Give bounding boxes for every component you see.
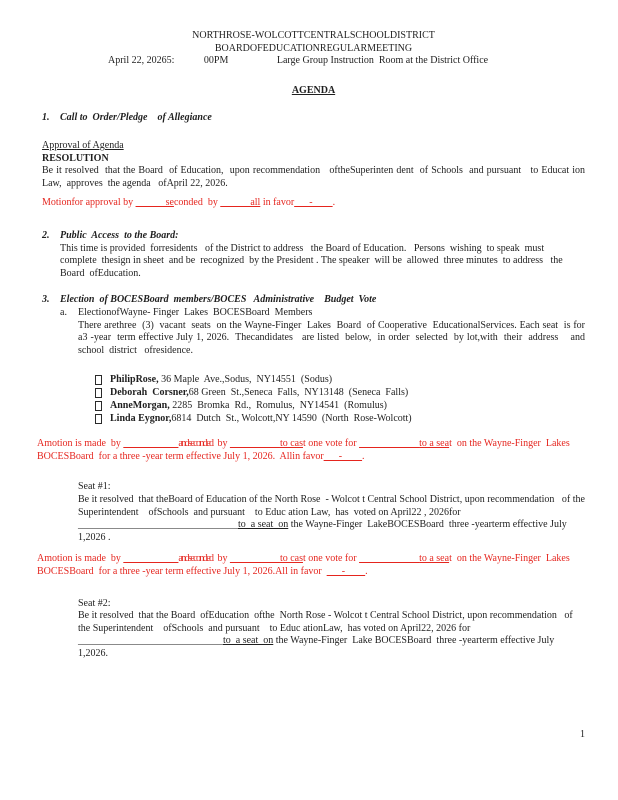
candidate-address: 6814 Dutch St., Wolcott,NY 14590 (North Rose-Wolcott) bbox=[171, 413, 412, 425]
seat-blank-line: _____________________________ bbox=[78, 635, 223, 647]
motion-underlined-text: to a sea bbox=[419, 553, 450, 565]
approval-heading: Approval of Agenda bbox=[42, 139, 124, 151]
page-number bbox=[42, 729, 585, 742]
candidate-name: Linda Eygnor, bbox=[110, 413, 172, 425]
item-2-number: 2. bbox=[42, 229, 50, 241]
motion-blank: ___-____ bbox=[294, 197, 333, 209]
seat-2-heading: Seat #2: bbox=[78, 597, 111, 609]
item-3a-title: ElectionofWayne- Finger Lakes BOCESBoard Members bbox=[78, 306, 313, 318]
candidate-address: 36 Maple Ave.,Sodus, NY14551 (Sodus) bbox=[158, 374, 333, 386]
motion-blank: ____________ bbox=[359, 553, 420, 565]
motion-underlined-text: to cas bbox=[279, 438, 303, 450]
candidate-address: 68 Green St.,Seneca Falls, NY13148 (Seneca Falls) bbox=[188, 387, 409, 399]
item-1-title: Call to Order/Pledge of Allegiance bbox=[60, 112, 212, 124]
missing-glyph-bullet-icon bbox=[95, 414, 102, 424]
motion-garbled-text: andseconded bbox=[178, 553, 213, 565]
candidate-name: AnneMorgan, bbox=[110, 400, 170, 412]
seat-body-text: the Wayne-Finger Lake BOCESBoard three -yearterm effective July 1,2026. bbox=[78, 635, 557, 659]
motion-text: conded by bbox=[173, 197, 221, 209]
motion-garbled-text: andseconded bbox=[178, 438, 213, 450]
candidate-row bbox=[60, 412, 585, 425]
motion-text: by bbox=[212, 438, 230, 450]
candidate-name: PhilipRose, bbox=[110, 374, 159, 386]
item-3a-label: a. bbox=[60, 306, 67, 318]
motion-text: t one vote for bbox=[302, 553, 360, 565]
agenda-item-1 bbox=[42, 112, 585, 125]
motion-boces-vote-2 bbox=[37, 553, 585, 578]
item-3a-body: There arethree (3) vacant seats on the Wayne-Finger Lakes Board of Cooperative EducationalServices. Each seat is for a3 -year term effective July 1, 2026. Thecandidates are listed below, in order selected by lot,with their address and school district ofresidence. bbox=[78, 319, 590, 356]
seat-blank-line: ________________________________ bbox=[78, 519, 238, 531]
seat-underlined-text: to a seat on bbox=[238, 519, 289, 531]
district-title-text: NORTHROSE-WOLCOTTCENTRALSCHOOLDISTRICT bbox=[192, 30, 435, 41]
seat-body-text: Be it resolved that the Board ofEducation ofthe North Rose - Wolcot t Central School District, upon recommendation of the Superintendent ofSchools and pursuant to Educ ationLaw, has voted on April22, 2026 for bbox=[78, 610, 576, 634]
missing-glyph-bullet-icon bbox=[95, 401, 102, 411]
approval-of-agenda-section bbox=[42, 139, 588, 190]
resolution-label: RESOLUTION bbox=[42, 152, 109, 164]
candidate-name: Deborah Corsner, bbox=[110, 387, 189, 399]
motion-blank: __________ bbox=[229, 438, 280, 450]
motion-text: t on the Wayne-Finger Lakes BOCESBoard for a three -year term effective July 1, 2026. Allin favor bbox=[37, 438, 575, 462]
meeting-title-text: BOARDOFEDUCATIONREGULARMEETING bbox=[214, 42, 413, 54]
motion-text: . bbox=[362, 450, 365, 462]
agenda-heading bbox=[42, 85, 585, 98]
meeting-time: 00PM bbox=[203, 55, 229, 67]
agenda-item-2 bbox=[42, 230, 585, 280]
item-2-title: Public Access to the Board: bbox=[60, 229, 179, 241]
motion-text: . bbox=[332, 197, 336, 209]
agenda-heading-text: AGENDA bbox=[291, 84, 336, 96]
meeting-date: April 22, 20265: bbox=[108, 55, 175, 67]
candidate-address: 2285 Bromka Rd., Romulus, NY14541 (Romulus) bbox=[169, 400, 387, 412]
motion-text: Motionfor approval by bbox=[42, 197, 136, 209]
seat-2-section bbox=[78, 598, 585, 661]
seat-1-body bbox=[78, 494, 588, 544]
item-3-number: 3. bbox=[42, 294, 50, 306]
page-number-text: 1 bbox=[580, 728, 585, 740]
motion-blank: __________ bbox=[229, 553, 280, 565]
motion-text: in favor bbox=[260, 197, 295, 209]
meeting-info-row bbox=[108, 55, 585, 68]
motion-text: . bbox=[365, 566, 368, 578]
meeting-title bbox=[42, 43, 585, 56]
motion-text: t on the Wayne-Finger Lakes BOCESBoard for a three -year term effective July 1, 2026.All in favor bbox=[37, 553, 575, 578]
motion-blank: ____________ bbox=[359, 438, 420, 450]
motion-blank: ___________ bbox=[123, 438, 179, 450]
missing-glyph-bullet-icon bbox=[95, 375, 102, 385]
motion-boces-vote-1 bbox=[37, 438, 585, 463]
item-3-title: Election of BOCESBoard members/BOCES Administrative Budget Vote bbox=[60, 294, 377, 306]
seat-underlined-text: to a seat on bbox=[223, 635, 274, 647]
seat-1-heading: Seat #1: bbox=[78, 481, 111, 493]
candidate-row bbox=[60, 399, 585, 412]
motion-blank: ______all bbox=[220, 197, 261, 209]
motion-text: t one vote for bbox=[302, 438, 360, 450]
motion-blank: ___________ bbox=[123, 553, 179, 565]
motion-approval-line bbox=[42, 197, 585, 210]
missing-glyph-bullet-icon bbox=[95, 388, 102, 398]
meeting-location: Large Group Instruction Room at the District Office bbox=[276, 55, 489, 67]
motion-blank: ___-____ bbox=[326, 566, 366, 578]
seat-2-body bbox=[78, 610, 585, 660]
motion-text: Amotion is made by bbox=[37, 438, 124, 450]
candidate-list bbox=[60, 373, 585, 425]
candidate-row bbox=[60, 373, 585, 386]
item-1-number: 1. bbox=[42, 112, 50, 124]
seat-body-text: Be it resolved that theBoard of Education of the North Rose - Wolcot t Central School District, upon recommendation of the Superintendent ofSchools and pursuant to Educ ation Law, has voted on April22 , 2026for bbox=[78, 494, 588, 518]
motion-blank: ______se bbox=[135, 197, 174, 209]
item-2-body: This time is provided forresidents of the District to address the Board of Education. Persons wishing to speak must complete thesign in sheet and be recognized by the President . The speaker will be allowed three minutes to address the Board ofEducation. bbox=[60, 242, 566, 279]
motion-text: by bbox=[212, 553, 230, 565]
resolution-body: Be it resolved that the Board of Education, upon recommendation oftheSuperinten dent of Schools and pursuant to Educat ion Law, approves the agenda ofApril 22, 2026. bbox=[42, 165, 588, 189]
seat-1-section bbox=[78, 481, 588, 544]
motion-blank: ___-____ bbox=[323, 450, 363, 462]
motion-text: Amotion is made by bbox=[37, 553, 124, 565]
motion-underlined-text: to cas bbox=[279, 553, 303, 565]
motion-underlined-text: to a sea bbox=[419, 438, 450, 450]
item-3a-subsection bbox=[60, 306, 590, 357]
agenda-item-3 bbox=[42, 294, 590, 425]
seat-body-text: the Wayne-Finger LakeBOCESBoard three -yearterm effective July 1,2026 . bbox=[78, 519, 570, 543]
candidate-row bbox=[60, 386, 585, 399]
district-title bbox=[42, 30, 585, 43]
